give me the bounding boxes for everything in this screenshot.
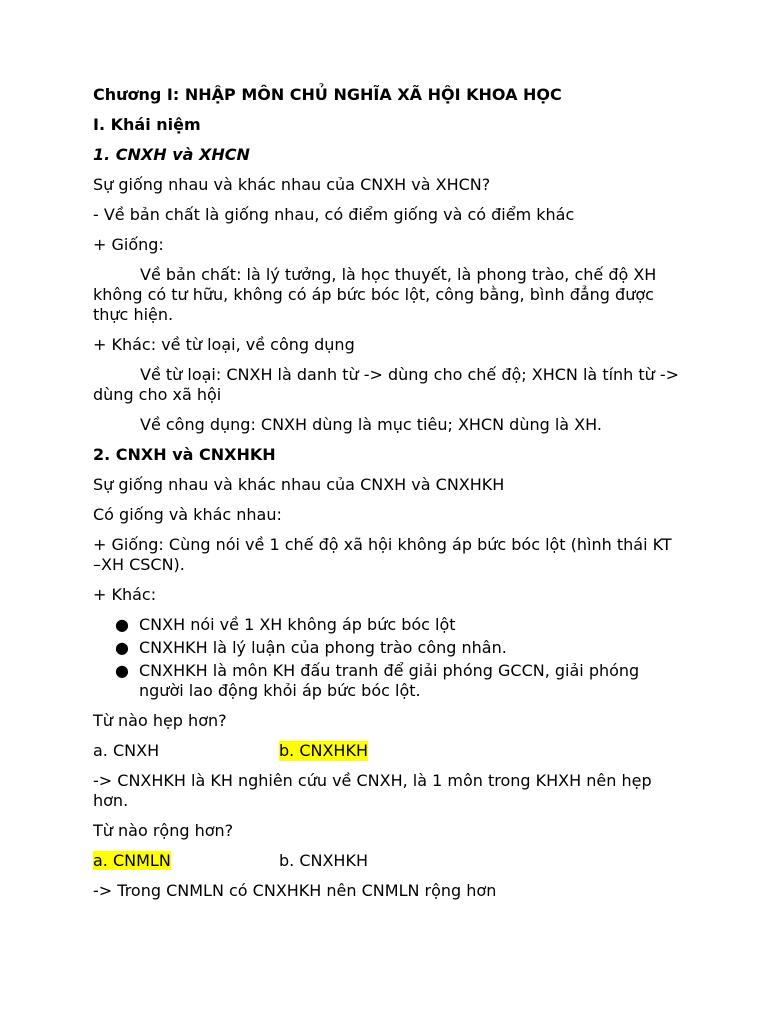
sub2-intro: Có giống và khác nhau:: [93, 505, 282, 524]
section-title: I. Khái niệm: [93, 115, 201, 134]
sub1-diff-usage: Về công dụng: CNXH dùng là mục tiêu; XHCN dùng là XH.: [140, 415, 602, 434]
q-narrow-option-a: a. CNXH: [93, 741, 160, 760]
bullet-icon: ●: [115, 661, 129, 680]
document-page: [93, 85, 683, 901]
q-narrow-option-b-highlighted: b. CNXHKH: [279, 741, 368, 760]
q-broad-option-a-highlighted: a. CNMLN: [93, 851, 171, 870]
list-item-text: CNXHKH là lý luận của phong trào công nhân.: [139, 638, 507, 657]
list-item-text: CNXHKH là môn KH đấu tranh để giải phóng GCCN, giải phóng người lao động khỏi áp bức bóc lột.: [139, 661, 640, 700]
q-broad-answer: -> Trong CNMLN có CNXHKH nên CNMLN rộng hơn: [93, 881, 497, 900]
subsection-1-title: 1. CNXH và XHCN: [93, 145, 250, 164]
list-item-text: CNXH nói về 1 XH không áp bức bóc lột: [139, 615, 456, 634]
q-broad-options: [93, 851, 683, 871]
sub2-diff-list: [93, 615, 683, 701]
q-broad: Từ nào rộng hơn?: [93, 821, 234, 840]
sub1-diff-wordtype: Về từ loại: CNXH là danh từ -> dùng cho chế độ; XHCN là tính từ -> dùng cho xã hội: [93, 365, 680, 404]
sub2-same: + Giống: Cùng nói về 1 chế độ xã hội không áp bức bóc lột (hình thái KT –XH CSCN).: [93, 535, 672, 574]
sub1-same-text: Về bản chất: là lý tưởng, là học thuyết, là phong trào, chế độ XH không có tư hữu, không có áp bức bóc lột, công bằng, bình đẳng được thực hiện.: [93, 265, 657, 324]
subsection-2-title: 2. CNXH và CNXHKH: [93, 445, 276, 464]
sub2-diff-label: + Khác:: [93, 585, 157, 604]
q-narrow-options: [93, 741, 683, 761]
list-item: [93, 615, 683, 635]
chapter-title: Chương I: NHẬP MÔN CHỦ NGHĨA XÃ HỘI KHOA HỌC: [93, 85, 562, 104]
sub1-question: Sự giống nhau và khác nhau của CNXH và XHCN?: [93, 175, 491, 194]
list-item: [93, 638, 683, 658]
q-broad-option-b: b. CNXHKH: [279, 851, 368, 870]
sub1-nature: - Về bản chất là giống nhau, có điểm giống và có điểm khác: [93, 205, 575, 224]
sub2-question: Sự giống nhau và khác nhau của CNXH và CNXHKH: [93, 475, 505, 494]
q-narrow: Từ nào hẹp hơn?: [93, 711, 227, 730]
bullet-icon: ●: [115, 638, 129, 657]
bullet-icon: ●: [115, 615, 129, 634]
list-item: [93, 661, 683, 701]
q-narrow-answer: -> CNXHKH là KH nghiên cứu về CNXH, là 1 môn trong KHXH nên hẹp hơn.: [93, 771, 652, 810]
sub1-same-label: + Giống:: [93, 235, 164, 254]
sub1-diff-label: + Khác: về từ loại, về công dụng: [93, 335, 355, 354]
